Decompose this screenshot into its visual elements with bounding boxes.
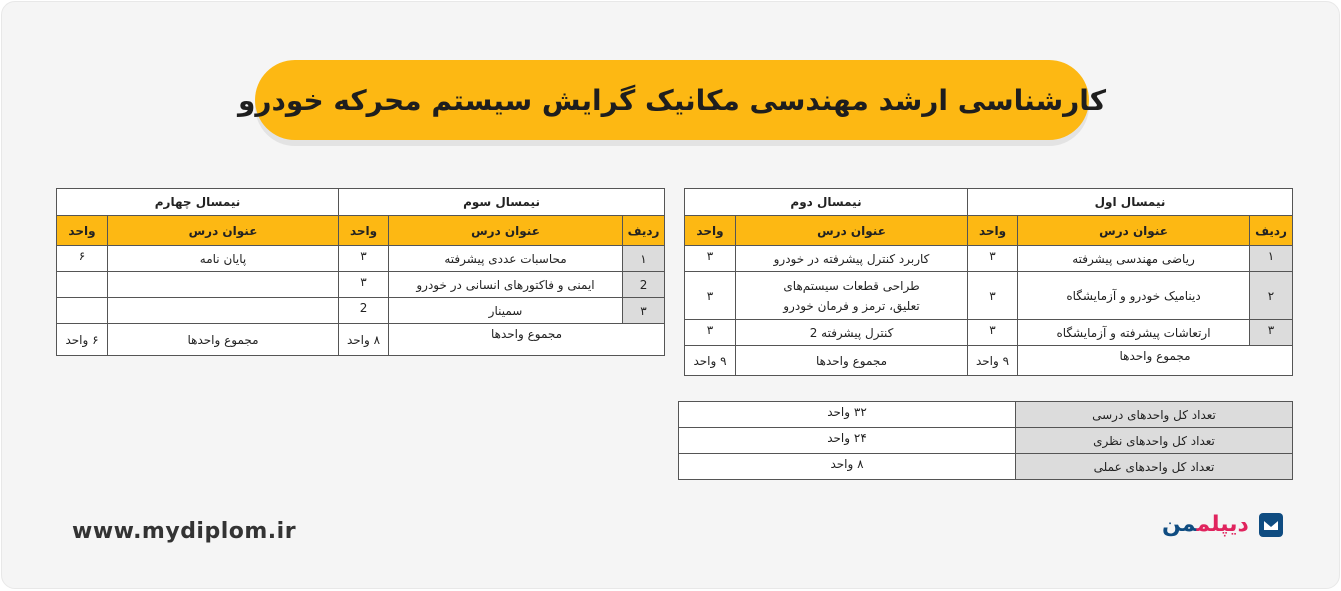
summary-row [679, 454, 1293, 480]
col-row-header: ردیف [623, 216, 665, 246]
row-number: ۳ [1250, 320, 1293, 346]
semester-1-header: نیمسال اول [968, 189, 1293, 216]
course-unit: 2 [339, 298, 389, 324]
total-row [57, 324, 665, 356]
col-title-header: عنوان درس [108, 216, 339, 246]
summary-value: ۲۴ واحد [679, 428, 1016, 454]
course-title [108, 272, 339, 298]
summary-row [679, 402, 1293, 428]
course-unit: ۳ [339, 272, 389, 298]
course-title: کنترل پیشرفته 2 [736, 320, 968, 346]
semester-3-header: نیمسال سوم [339, 189, 665, 216]
col-title-header: عنوان درس [389, 216, 623, 246]
summary-value: ۳۲ واحد [679, 402, 1016, 428]
row-number: ۱ [623, 246, 665, 272]
course-unit [57, 272, 108, 298]
table-row [57, 272, 665, 298]
page-title: کارشناسی ارشد مهندسی مکانیک گرایش سیستم محرکه خودرو [238, 83, 1107, 117]
units-summary-table [678, 401, 1293, 480]
course-unit: ۳ [685, 320, 736, 346]
total-units: ۸ واحد [339, 324, 389, 356]
table-row [685, 272, 1293, 320]
col-unit-header: واحد [685, 216, 736, 246]
summary-value: ۸ واحد [679, 454, 1016, 480]
summary-label: تعداد کل واحدهای عملی [1016, 454, 1293, 480]
website-url: www.mydiplom.ir [72, 519, 297, 544]
course-title: کاربرد کنترل پیشرفته در خودرو [736, 246, 968, 272]
course-unit [57, 298, 108, 324]
table-row [685, 320, 1293, 346]
col-unit-header: واحد [339, 216, 389, 246]
course-unit: ۳ [339, 246, 389, 272]
brand-icon [1259, 513, 1283, 537]
row-number: ۱ [1250, 246, 1293, 272]
table-row [57, 298, 665, 324]
total-row [685, 346, 1293, 376]
brand-name [1162, 512, 1249, 537]
total-units: ۶ واحد [57, 324, 108, 356]
row-number: ۳ [623, 298, 665, 324]
summary-label: تعداد کل واحدهای درسی [1016, 402, 1293, 428]
course-title [736, 272, 968, 320]
total-units: ۹ واحد [685, 346, 736, 376]
col-title-header: عنوان درس [1018, 216, 1250, 246]
col-unit-header: واحد [968, 216, 1018, 246]
brand-name-part1: دیپلم [1196, 512, 1249, 537]
total-label: مجموع واحدها [108, 324, 339, 356]
col-unit-header: واحد [57, 216, 108, 246]
summary-row [679, 428, 1293, 454]
course-title-line: طراحی قطعات سیستم‌های [783, 278, 920, 293]
brand-name-part2: من [1162, 512, 1197, 537]
course-title [108, 298, 339, 324]
page-canvas [1, 1, 1340, 589]
envelope-icon [1263, 518, 1279, 532]
course-unit: ۳ [968, 272, 1018, 320]
table-row [57, 246, 665, 272]
brand-logo [1162, 512, 1283, 537]
course-title: پایان نامه [108, 246, 339, 272]
course-unit: ۳ [685, 272, 736, 320]
semester-2-header: نیمسال دوم [685, 189, 968, 216]
semesters-1-2-table [684, 188, 1293, 376]
total-units: ۹ واحد [968, 346, 1018, 376]
course-unit: ۳ [968, 320, 1018, 346]
row-number: ۲ [1250, 272, 1293, 320]
course-unit: ۳ [968, 246, 1018, 272]
course-title: ریاضی مهندسی پیشرفته [1018, 246, 1250, 272]
row-number: 2 [623, 272, 665, 298]
table-row [685, 246, 1293, 272]
course-unit: ۳ [685, 246, 736, 272]
course-title: محاسبات عددی پیشرفته [389, 246, 623, 272]
course-title-line: تعلیق، ترمز و فرمان خودرو [783, 298, 920, 313]
semester-4-header: نیمسال چهارم [57, 189, 339, 216]
title-banner [238, 60, 1107, 140]
col-title-header: عنوان درس [736, 216, 968, 246]
summary-label: تعداد کل واحدهای نظری [1016, 428, 1293, 454]
total-label: مجموع واحدها [1018, 346, 1293, 376]
course-title: دینامیک خودرو و آزمایشگاه [1018, 272, 1250, 320]
col-row-header: ردیف [1250, 216, 1293, 246]
total-label: مجموع واحدها [389, 324, 665, 356]
course-unit: ۶ [57, 246, 108, 272]
course-title: ایمنی و فاکتورهای انسانی در خودرو [389, 272, 623, 298]
course-title: ارتعاشات پیشرفته و آزمایشگاه [1018, 320, 1250, 346]
course-title: سمینار [389, 298, 623, 324]
semesters-3-4-table [56, 188, 665, 356]
total-label: مجموع واحدها [736, 346, 968, 376]
